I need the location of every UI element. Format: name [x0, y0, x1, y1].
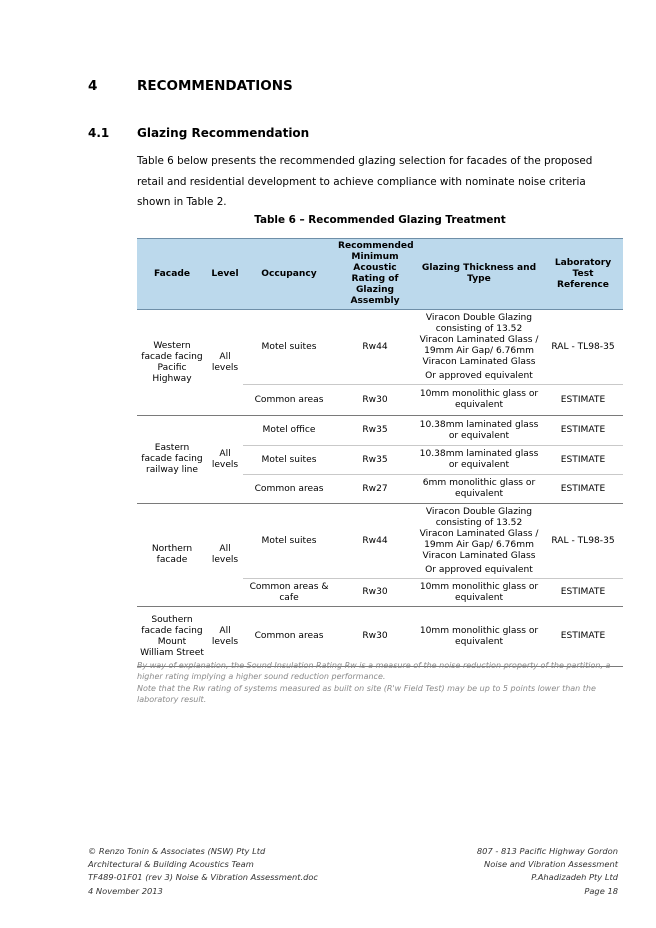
- occupancy-cell: Common areas: [243, 475, 335, 504]
- facade-cell: Southern facade facing Mount William Street: [137, 607, 207, 667]
- reference-cell: RAL - TL98-35: [543, 310, 623, 385]
- rating-cell: Rw44: [335, 310, 415, 385]
- glazing-cell: 10.38mm laminated glass or equivalent: [415, 416, 543, 446]
- header-reference: Laboratory Test Reference: [543, 239, 623, 310]
- glazing-alt-text: Or approved equivalent: [425, 564, 533, 575]
- table-row: [137, 607, 623, 667]
- footer-report-title: Noise and Vibration Assessment: [484, 859, 618, 870]
- glazing-cell: 10mm monolithic glass or equivalent: [415, 385, 543, 416]
- subsection-number: 4.1: [88, 126, 110, 140]
- occupancy-cell: Common areas & cafe: [243, 579, 335, 607]
- table-row: [137, 416, 623, 446]
- table-row: [137, 504, 623, 579]
- glazing-cell: [415, 504, 543, 579]
- header-level: Level: [207, 239, 243, 310]
- rating-cell: Rw27: [335, 475, 415, 504]
- reference-cell: ESTIMATE: [543, 607, 623, 667]
- section-number: 4: [88, 78, 98, 94]
- footer-filename: TF489-01F01 (rev 3) Noise & Vibration Assessment.doc: [88, 872, 318, 883]
- occupancy-cell: Common areas: [243, 607, 335, 667]
- footer-client: P.Ahadizadeh Pty Ltd: [531, 872, 618, 883]
- table-row: [137, 310, 623, 385]
- level-cell: All levels: [207, 310, 243, 416]
- rating-cell: Rw35: [335, 416, 415, 446]
- reference-cell: ESTIMATE: [543, 446, 623, 475]
- table-caption: Table 6 – Recommended Glazing Treatment: [254, 214, 506, 226]
- glazing-cell: 10mm monolithic glass or equivalent: [415, 607, 543, 667]
- reference-cell: ESTIMATE: [543, 416, 623, 446]
- occupancy-cell: Motel suites: [243, 504, 335, 579]
- facade-cell: Western facade facing Pacific Highway: [137, 310, 207, 416]
- reference-cell: RAL - TL98-35: [543, 504, 623, 579]
- glazing-text: Viracon Double Glazing consisting of 13.52 Viracon Laminated Glass / 19mm Air Gap/ 6.76mm Viracon Laminated Glass: [419, 312, 539, 367]
- level-cell: All levels: [207, 607, 243, 667]
- glazing-table: [137, 238, 623, 667]
- rating-cell: Rw44: [335, 504, 415, 579]
- table-note-field-test: Note that the Rw rating of systems measured as built on site (R'w Field Test) may be up to 5 points lower than the laboratory result.: [137, 684, 596, 704]
- facade-cell: Eastern facade facing railway line: [137, 416, 207, 504]
- footer-copyright: © Renzo Tonin & Associates (NSW) Pty Ltd: [88, 846, 266, 856]
- occupancy-cell: Motel suites: [243, 310, 335, 385]
- table-note-explanation: By way of explanation, the Sound Insulation Rating Rw is a measure of the noise reduction property of the partition, a higher rating implying a higher sound reduction performance.: [137, 661, 611, 681]
- footer-page-number: Page 18: [584, 885, 618, 896]
- reference-cell: ESTIMATE: [543, 579, 623, 607]
- level-cell: All levels: [207, 416, 243, 504]
- section-title: RECOMMENDATIONS: [137, 78, 293, 94]
- table-header-row: [137, 239, 623, 310]
- glazing-cell: 10.38mm laminated glass or equivalent: [415, 446, 543, 475]
- footer-date: 4 November 2013: [88, 885, 163, 896]
- footer-address: 807 - 813 Pacific Highway Gordon: [476, 846, 618, 856]
- intro-paragraph: Table 6 below presents the recommended glazing selection for facades of the proposed retail and residential development to achieve compliance with nominate noise criteria shown in Table 2.: [137, 155, 593, 208]
- reference-cell: ESTIMATE: [543, 385, 623, 416]
- rating-cell: Rw30: [335, 579, 415, 607]
- footer-left: [88, 845, 318, 898]
- glazing-cell: [415, 310, 543, 385]
- level-cell: All levels: [207, 504, 243, 607]
- occupancy-cell: Motel suites: [243, 446, 335, 475]
- glazing-cell: 10mm monolithic glass or equivalent: [415, 579, 543, 607]
- glazing-alt-text: Or approved equivalent: [425, 370, 533, 381]
- header-facade: Facade: [137, 239, 207, 310]
- header-rating: Recommended Minimum Acoustic Rating of Glazing Assembly: [335, 239, 415, 310]
- occupancy-cell: Motel office: [243, 416, 335, 446]
- glazing-text: Viracon Double Glazing consisting of 13.52 Viracon Laminated Glass / 19mm Air Gap/ 6.76mm Viracon Laminated Glass: [419, 506, 539, 561]
- header-occupancy: Occupancy: [243, 239, 335, 310]
- footer-right: [477, 845, 618, 898]
- footer-team: Architectural & Building Acoustics Team: [88, 859, 254, 870]
- glazing-cell: 6mm monolithic glass or equivalent: [415, 475, 543, 504]
- rating-cell: Rw30: [335, 385, 415, 416]
- reference-cell: ESTIMATE: [543, 475, 623, 504]
- header-glazing: Glazing Thickness and Type: [415, 239, 543, 310]
- occupancy-cell: Common areas: [243, 385, 335, 416]
- rating-cell: Rw35: [335, 446, 415, 475]
- subsection-title: Glazing Recommendation: [137, 126, 310, 140]
- facade-cell: Northern facade: [137, 504, 207, 607]
- rating-cell: Rw30: [335, 607, 415, 667]
